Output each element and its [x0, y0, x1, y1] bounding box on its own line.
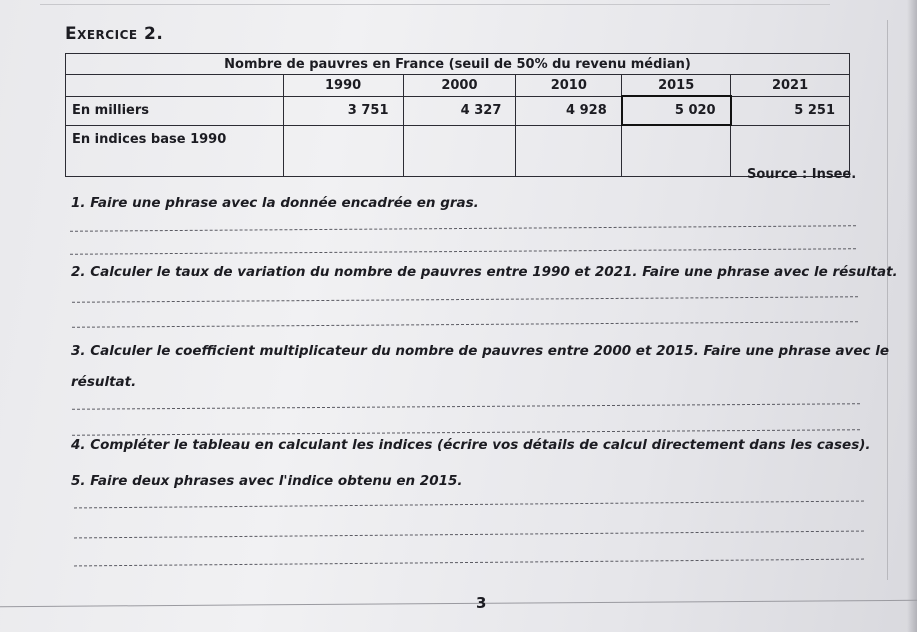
answer-line: [70, 248, 856, 254]
empty-index-cell: [622, 125, 731, 177]
year-header: 1990: [283, 75, 403, 97]
empty-index-cell: [516, 125, 622, 177]
year-header: 2015: [622, 75, 731, 97]
poverty-table: [65, 53, 850, 177]
question-5: 5. Faire deux phrases avec l'indice obtenu en 2015.: [71, 473, 463, 489]
table-caption: Nombre de pauvres en France (seuil de 50% du revenu médian): [66, 54, 850, 75]
year-header: 2010: [516, 75, 622, 97]
answer-line: [74, 501, 864, 509]
question-4: 4. Compléter le tableau en calculant les indices (écrire vos détails de calcul directement dans les cases).: [71, 437, 871, 453]
question-2: 2. Calculer le taux de variation du nombre de pauvres entre 1990 et 2021. Faire une phrase avec le résultat.: [71, 264, 898, 280]
footer-divider: [0, 600, 917, 607]
question-1: 1. Faire une phrase avec la donnée encadrée en gras.: [71, 195, 479, 211]
year-header: 2021: [731, 75, 850, 97]
answer-line: [72, 429, 860, 436]
year-header: 2000: [403, 75, 516, 97]
answer-line: [72, 403, 860, 410]
value-cell: 4 327: [403, 96, 516, 125]
question-3-continued: résultat.: [71, 374, 137, 390]
top-divider: [40, 4, 830, 5]
right-margin-line: [887, 20, 888, 580]
table-header-row: [66, 75, 850, 97]
value-cell: 5 251: [731, 96, 850, 125]
question-3: 3. Calculer le coefficient multiplicateur du nombre de pauvres entre 2000 et 2015. Faire une phrase avec le: [71, 343, 890, 359]
page-number: 3: [476, 594, 487, 612]
page-shadow: [907, 0, 917, 632]
table-source: Source : Insee.: [747, 167, 857, 182]
table-row: [66, 96, 850, 125]
value-cell: 4 928: [516, 96, 622, 125]
exercise-title: Exercice 2.: [65, 24, 164, 44]
answer-line: [72, 296, 858, 302]
empty-index-cell: [283, 125, 403, 177]
table-corner-cell: [66, 75, 284, 97]
empty-index-cell: [403, 125, 516, 177]
answer-line: [70, 225, 856, 231]
row-label: En milliers: [66, 96, 284, 125]
boxed-value-cell: 5 020: [622, 96, 731, 125]
answer-line: [74, 559, 864, 567]
table-row: [66, 125, 850, 177]
row-label: En indices base 1990: [66, 125, 284, 177]
answer-line: [72, 321, 858, 327]
answer-line: [74, 531, 864, 539]
value-cell: 3 751: [283, 96, 403, 125]
